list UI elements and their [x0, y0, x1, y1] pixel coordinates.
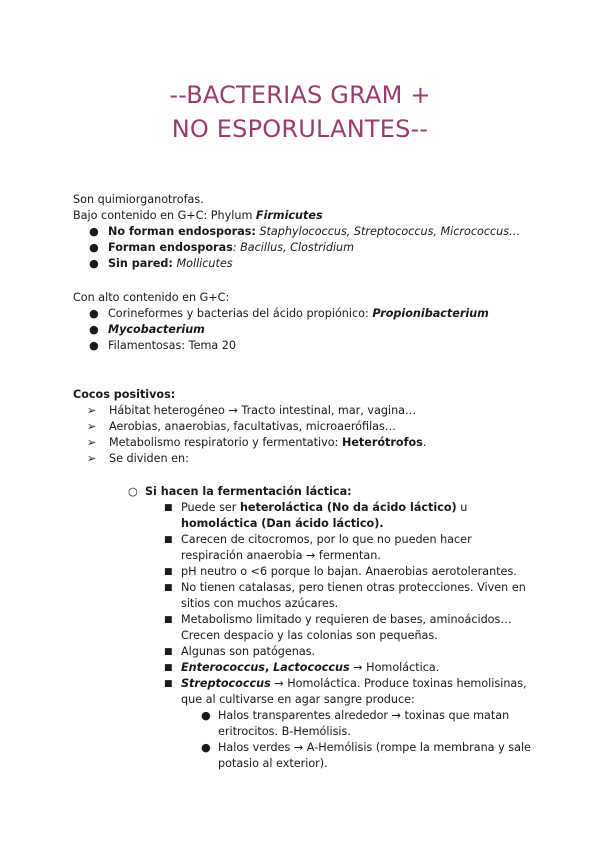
- list-item: [73, 580, 533, 612]
- arrow-icon: ➢: [87, 436, 97, 449]
- item-text: Puede ser: [181, 501, 240, 514]
- list-item: [73, 240, 533, 256]
- list-item: [73, 419, 533, 435]
- list-item: [73, 306, 533, 322]
- item-text: Halos transparentes alrededor → toxinas que matan eritrocitos. B-Hemólisis.: [218, 709, 510, 738]
- title-line-2: NO ESPORULANTES--: [171, 115, 429, 143]
- item-text: Mollicutes: [172, 257, 233, 270]
- list-item: [73, 708, 533, 740]
- bullet-icon: ●: [201, 741, 211, 754]
- item-label: Sin pared:: [108, 257, 173, 270]
- item-label: No forman endosporas:: [108, 225, 256, 238]
- heterotrofos-term: Heterótrofos: [341, 436, 423, 449]
- arrow-icon: ➢: [87, 420, 97, 433]
- homolactica-term: homoláctica (Dan ácido láctico).: [181, 517, 384, 530]
- square-icon: ■: [164, 567, 173, 577]
- item-punct: ,: [264, 661, 274, 674]
- list-item: [73, 322, 533, 338]
- bullet-icon: ●: [89, 339, 99, 352]
- item-text: Carecen de citocromos, por lo que no pueden hacer respiración anaerobia → fermentan.: [181, 533, 472, 562]
- streptococcus-term: Streptococcus: [181, 677, 271, 690]
- item-text: Metabolismo limitado y requieren de bases, aminoácidos… Crecen despacio y las colonias son pequeñas.: [181, 613, 512, 642]
- propionibacterium-term: Propionibacterium: [372, 307, 489, 320]
- item-text: Hábitat heterogéneo → Tracto intestinal, mar, vagina…: [109, 404, 417, 417]
- bullet-icon: ●: [89, 225, 99, 238]
- item-label: Forman endosporas: [108, 241, 233, 254]
- item-text: u: [456, 501, 468, 514]
- item-text: Filamentosas: Tema 20: [108, 339, 236, 352]
- bullet-icon: ●: [89, 307, 99, 320]
- item-text: Halos verdes → A-Hemólisis (rompe la membrana y sale potasio al exterior).: [218, 741, 531, 770]
- list-item: [73, 435, 533, 451]
- item-text: Staphylococcus, Streptococcus, Micrococcus…: [255, 225, 521, 238]
- intro-section: [73, 192, 533, 272]
- list-item: [73, 338, 533, 354]
- square-icon: ■: [164, 535, 173, 545]
- intro-line-2: [73, 208, 533, 224]
- mycobacterium-term: Mycobacterium: [108, 323, 205, 336]
- list-item: [73, 403, 533, 419]
- bullet-icon: ●: [201, 709, 211, 722]
- circle-icon: ○: [128, 485, 138, 498]
- square-icon: ■: [164, 647, 173, 657]
- item-text: pH neutro o <6 porque lo bajan. Anaerobias aerotolerantes.: [181, 565, 517, 578]
- enterococcus-term: Enterococcus: [181, 661, 265, 674]
- item-text: Se dividen en:: [109, 452, 189, 465]
- square-icon: ■: [164, 583, 173, 593]
- bullet-icon: ●: [89, 323, 99, 336]
- cocos-section: [73, 387, 533, 467]
- item-text: Corineformes y bacterias del ácido propiónico:: [108, 307, 373, 320]
- cocos-heading: Cocos positivos:: [73, 388, 176, 401]
- item-text: → Homoláctica.: [349, 661, 440, 674]
- document-title: [0, 78, 600, 146]
- lactococcus-term: Lactococcus: [273, 661, 350, 674]
- bullet-icon: ●: [89, 241, 99, 254]
- fermentation-section: [73, 484, 533, 772]
- intro-line-2-text: Bajo contenido en G+C: Phylum: [73, 209, 256, 222]
- bullet-icon: ●: [89, 257, 99, 270]
- item-text: : Bacillus, Clostridium: [232, 241, 355, 254]
- arrow-icon: ➢: [87, 404, 97, 417]
- arrow-icon: ➢: [87, 452, 97, 465]
- item-text: Aerobias, anaerobias, facultativas, microaerófilas…: [109, 420, 397, 433]
- list-item: [73, 451, 533, 467]
- firmicutes-term: Firmicutes: [255, 209, 323, 222]
- item-text: Metabolismo respiratorio y fermentativo:: [109, 436, 342, 449]
- subheading-item: [73, 484, 533, 500]
- intro-line-1: Son quimiorganotrofas.: [73, 193, 204, 206]
- list-item: [73, 564, 533, 580]
- list-item: [73, 224, 533, 240]
- square-icon: ■: [164, 503, 173, 513]
- item-text: Algunas son patógenas.: [181, 645, 316, 658]
- item-text: No tienen catalasas, pero tienen otras protecciones. Viven en sitios con muchos azúcares.: [181, 581, 526, 610]
- square-icon: ■: [164, 663, 173, 673]
- list-item: [73, 500, 533, 532]
- fermentation-heading: Si hacen la fermentación láctica:: [145, 485, 352, 498]
- list-item: [73, 660, 533, 676]
- list-item: [73, 532, 533, 564]
- list-item: [73, 644, 533, 660]
- item-punct: .: [422, 436, 427, 449]
- square-icon: ■: [164, 679, 173, 689]
- square-icon: ■: [164, 615, 173, 625]
- list-item: [73, 740, 533, 772]
- list-item: [73, 256, 533, 272]
- list-item: [73, 612, 533, 644]
- list-item: [73, 676, 533, 708]
- item-text: → Homoláctica. Produce toxinas hemolisinas, que al cultivarse en agar sangre produce:: [181, 677, 527, 706]
- high-gc-section: [73, 290, 533, 354]
- title-line-1: --BACTERIAS GRAM +: [169, 81, 431, 109]
- high-gc-heading: Con alto contenido en G+C:: [73, 291, 230, 304]
- heterolactica-term: heteroláctica (No da ácido láctico): [239, 501, 457, 514]
